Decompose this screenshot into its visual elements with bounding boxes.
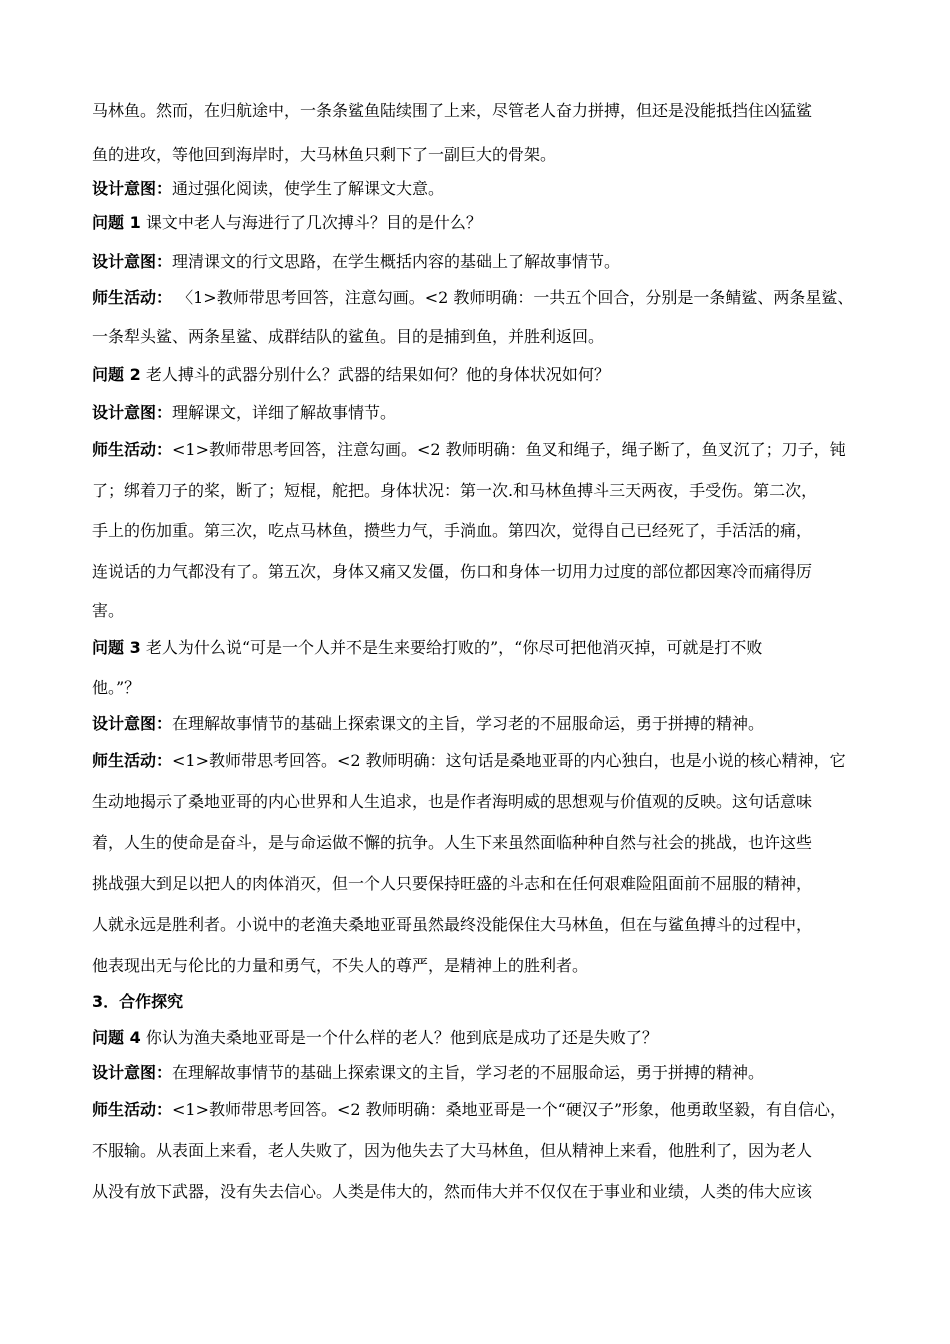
activity-line: 师生活动： 〈1>教师带思考回答，注意勾画。<2 教师明确：一共五个回合，分别是一条鲭鲨、两条星鲨、 [92,288,854,307]
activity-line: 师生活动：<1>教师带思考回答。<2 教师明确：这句话是桑地亚哥的内心独白，也是小说的核心精神，它 [92,751,846,770]
design-intent-label: 设计意图： [92,403,173,422]
design-intent-label: 设计意图： [92,714,173,733]
paragraph-line: 马林鱼。然而，在归航途中，一条条鲨鱼陆续围了上来，尽管老人奋力拼搏，但还是没能抵挡住凶猛鲨 [92,101,813,120]
paragraph-line: 连说话的力气都没有了。第五次，身体又痛又发僵，伤口和身体一切用力过度的部位都因寒冷而痛得厉 [92,562,813,581]
paragraph-line: 害。 [92,601,125,620]
question-line: 问题 2 老人搏斗的武器分别什么？武器的结果如何？他的身体状况如何？ [92,365,610,384]
paragraph-line: 着，人生的使命是奋斗，是与命运做不懈的抗争。人生下来虽然面临种种自然与社会的挑战，也许这些 [92,833,813,852]
paragraph-line: 从没有放下武器，没有失去信心。人类是伟大的，然而伟大并不仅仅在于事业和业绩，人类的伟大应该 [92,1182,813,1201]
paragraph-line: 一条犁头鲨、两条星鲨、成群结队的鲨鱼。目的是捕到鱼，并胜利返回。 [92,327,605,346]
design-intent-label: 设计意图： [92,179,173,198]
activity-line: 师生活动：<1>教师带思考回答，注意勾画。<2 教师明确：鱼叉和绳子，绳子断了，鱼叉沉了；刀子，钝 [92,440,846,459]
paragraph-line: 他表现出无与伦比的力量和勇气，不失人的尊严，是精神上的胜利者。 [92,956,589,975]
activity-line: 师生活动：<1>教师带思考回答。<2 教师明确：桑地亚哥是一个“硬汉子”形象，他勇敢坚毅，有自信心， [92,1100,847,1119]
design-intent-label: 设计意图： [92,1063,173,1082]
activity-label: 师生活动： [92,440,173,459]
activity-label: 师生活动： [92,288,173,307]
design-intent-label: 设计意图： [92,252,173,271]
design-intent-line: 设计意图：在理解故事情节的基础上探索课文的主旨，学习老的不屈服命运，勇于拼搏的精神。 [92,714,765,733]
design-intent-line: 设计意图：理清课文的行文思路，在学生概括内容的基础上了解故事情节。 [92,252,621,271]
paragraph-line: 了；绑着刀子的桨，断了；短棍，舵把。身体状况：第一次.和马林鱼搏斗三天两夜，手受伤。第二次， [92,481,818,500]
activity-label: 师生活动： [92,751,173,770]
question-line: 问题 1 课文中老人与海进行了几次搏斗？目的是什么？ [92,213,482,232]
paragraph-line: 挑战强大到足以把人的肉体消灭，但一个人只要保持旺盛的斗志和在任何艰难险阻面前不屈服的精神， [92,874,813,893]
question-line: 问题 4 你认为渔夫桑地亚哥是一个什么样的老人？他到底是成功了还是失败了？ [92,1028,658,1047]
section-heading: 3．合作探究 [92,992,184,1011]
design-intent-line: 设计意图：理解课文，详细了解故事情节。 [92,403,397,422]
paragraph-line: 鱼的进攻，等他回到海岸时，大马林鱼只剩下了一副巨大的骨架。 [92,145,557,164]
paragraph-line: 他。”？ [92,678,141,697]
paragraph-line: 生动地揭示了桑地亚哥的内心世界和人生追求，也是作者海明威的思想观与价值观的反映。这句话意味 [92,792,813,811]
question-label: 问题 2 [92,365,141,384]
paragraph-line: 手上的伤加重。第三次，吃点马林鱼，攒些力气，手淌血。第四次，觉得自己已经死了，手活活的痛， [92,521,813,540]
paragraph-line: 人就永远是胜利者。小说中的老渔夫桑地亚哥虽然最终没能保住大马林鱼，但在与鲨鱼搏斗的过程中， [92,915,813,934]
question-label: 问题 3 [92,638,141,657]
question-line: 问题 3 老人为什么说“可是一个人并不是生来要给打败的”，“你尽可把他消灭掉，可就是打不败 [92,638,763,657]
design-intent-line: 设计意图：通过强化阅读，使学生了解课文大意。 [92,179,445,198]
paragraph-line: 不服输。从表面上来看，老人失败了，因为他失去了大马林鱼，但从精神上来看，他胜利了，因为老人 [92,1141,813,1160]
design-intent-line: 设计意图：在理解故事情节的基础上探索课文的主旨，学习老的不屈服命运，勇于拼搏的精神。 [92,1063,765,1082]
question-label: 问题 4 [92,1028,141,1047]
activity-label: 师生活动： [92,1100,173,1119]
question-label: 问题 1 [92,213,141,232]
